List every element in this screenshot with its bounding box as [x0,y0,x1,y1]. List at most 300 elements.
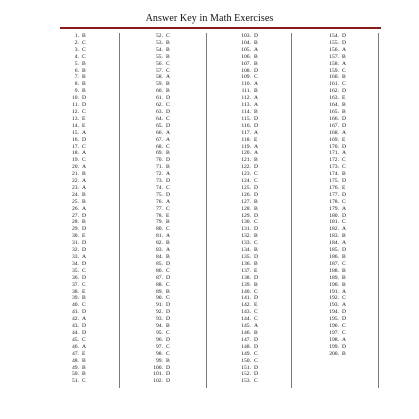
answer-row [317,233,399,240]
answer-letter: D [254,184,259,191]
question-number: 130. [241,219,251,226]
answer-row [141,261,223,268]
question-number: 70. [156,157,163,164]
answer-letter: D [166,309,171,316]
answer-row [317,123,399,130]
answer-letter: A [166,171,171,178]
answer-row [317,81,399,88]
answer-letter: A [254,81,259,88]
answer-letter: B [82,191,86,198]
answer-row [317,192,399,199]
column-divider [378,33,379,388]
answer-row [229,330,311,337]
answer-letter: C [166,143,170,150]
question-number: 190. [329,281,339,288]
answer-letter: D [82,329,87,336]
answer-letter: D [342,115,347,122]
question-number: 123. [241,171,251,178]
answer-row [229,185,311,192]
answer-row [141,130,223,137]
answer-letter: C [254,378,258,385]
answer-row [317,295,399,302]
question-number: 107. [241,60,251,67]
question-number: 67. [156,136,163,143]
answer-letter: D [342,343,347,350]
question-number: 82. [156,240,163,247]
answer-letter: C [254,171,258,178]
question-number: 30. [72,233,79,240]
answer-row [229,171,311,178]
answer-letter: C [254,350,258,357]
answer-letter: C [254,178,258,185]
answer-row [57,68,139,75]
answer-letter: E [82,233,86,240]
answer-row [57,150,139,157]
answer-row [317,178,399,185]
answer-row [229,109,311,116]
answer-letter: C [82,302,86,309]
answer-letter: D [166,108,171,115]
answer-row [317,88,399,95]
question-number: 184. [329,240,339,247]
answer-row [317,74,399,81]
question-number: 18. [72,150,79,157]
answer-row [317,351,399,358]
question-number: 192. [329,295,339,302]
answer-letter: B [166,288,170,295]
answer-row [229,81,311,88]
question-number: 100. [153,364,163,371]
question-number: 136. [241,260,251,267]
answer-letter: C [82,53,86,60]
answer-row [229,157,311,164]
answer-row [57,240,139,247]
answer-letter: B [342,233,346,240]
answer-row [229,282,311,289]
answer-row [317,61,399,68]
answer-row [229,164,311,171]
answer-letter: C [342,198,346,205]
answer-letter: C [166,329,170,336]
answer-row [229,226,311,233]
question-number: 158. [329,60,339,67]
answer-letter: A [166,136,171,143]
answer-row [229,213,311,220]
question-number: 172. [329,157,339,164]
answer-letter: B [342,274,346,281]
answer-letter: A [82,205,87,212]
column-divider [119,33,120,388]
question-number: 111. [241,88,251,95]
question-number: 104. [241,39,251,46]
answer-letter: A [166,198,171,205]
answer-row [229,150,311,157]
answer-letter: E [342,184,346,191]
question-number: 166. [329,115,339,122]
question-number: 112. [241,95,251,102]
answer-row [141,88,223,95]
answer-row [141,178,223,185]
question-number: 36. [72,274,79,281]
answer-letter: A [342,129,347,136]
title-divider [60,27,381,29]
answer-row [229,358,311,365]
question-number: 183. [329,233,339,240]
answer-letter: D [342,143,347,150]
answer-letter: C [254,357,258,364]
question-number: 72. [156,171,163,178]
question-number: 76. [156,198,163,205]
question-number: 105. [241,46,251,53]
answer-letter: B [254,329,258,336]
answer-row [229,365,311,372]
question-number: 151. [241,364,251,371]
question-number: 4. [74,53,79,60]
question-number: 180. [329,212,339,219]
answer-row [317,282,399,289]
answer-row [317,144,399,151]
answer-row [229,378,311,385]
question-number: 131. [241,226,251,233]
answer-row [57,130,139,137]
answer-letter: B [166,46,170,53]
answer-letter: B [82,219,86,226]
question-number: 134. [241,247,251,254]
answer-row [229,95,311,102]
question-number: 116. [241,122,251,129]
answer-letter: B [82,371,86,378]
answer-letter: D [254,33,259,39]
question-number: 150. [241,357,251,364]
answer-row [141,330,223,337]
answer-column-1 [57,33,139,385]
answer-letter: B [82,60,86,67]
answer-letter: B [342,281,346,288]
answer-row [229,88,311,95]
question-number: 20. [72,164,79,171]
answer-letter: C [166,33,170,39]
answer-row [141,365,223,372]
answer-letter: D [166,371,171,378]
question-number: 126. [241,191,251,198]
answer-letter: D [254,364,259,371]
question-number: 68. [156,143,163,150]
question-number: 197. [329,329,339,336]
question-number: 175. [329,178,339,185]
answer-columns [0,33,419,388]
question-number: 53. [156,39,163,46]
answer-row [317,289,399,296]
answer-letter: D [82,136,87,143]
question-number: 5. [74,60,79,67]
answer-row [57,254,139,261]
answer-row [57,47,139,54]
question-number: 44. [72,329,79,336]
question-number: 137. [241,267,251,274]
question-number: 159. [329,67,339,74]
answer-row [229,302,311,309]
answer-row [141,213,223,220]
answer-row [317,33,399,40]
answer-letter: C [166,281,170,288]
answer-row [57,351,139,358]
answer-row [57,213,139,220]
question-number: 73. [156,178,163,185]
answer-row [141,302,223,309]
answer-row [57,81,139,88]
answer-letter: D [254,226,259,233]
question-number: 194. [329,309,339,316]
answer-letter: B [254,88,258,95]
answer-letter: D [254,295,259,302]
answer-row [317,157,399,164]
answer-row [317,150,399,157]
answer-letter: A [166,233,171,240]
answer-letter: C [342,219,346,226]
answer-row [141,171,223,178]
column-divider [291,33,292,388]
answer-row [141,351,223,358]
question-number: 95. [156,329,163,336]
answer-letter: B [342,74,346,81]
answer-row [317,330,399,337]
answer-row [141,309,223,316]
answer-row [317,171,399,178]
answer-letter: C [82,143,86,150]
answer-row [57,185,139,192]
answer-row [317,240,399,247]
answer-letter: B [166,39,170,46]
question-number: 127. [241,198,251,205]
question-number: 29. [72,226,79,233]
answer-row [317,137,399,144]
answer-row [141,378,223,385]
question-number: 125. [241,184,251,191]
answer-letter: C [82,378,86,385]
answer-row [57,330,139,337]
answer-row [317,268,399,275]
answer-letter: A [82,164,87,171]
question-number: 185. [329,247,339,254]
answer-letter: D [342,122,347,129]
question-number: 85. [156,260,163,267]
answer-row [229,240,311,247]
answer-row [57,371,139,378]
answer-row [141,316,223,323]
answer-letter: D [342,309,347,316]
answer-column-2 [141,33,223,385]
answer-row [229,192,311,199]
answer-row [57,358,139,365]
answer-row [229,61,311,68]
question-number: 19. [72,157,79,164]
answer-letter: D [342,178,347,185]
answer-row [317,213,399,220]
answer-row [57,144,139,151]
question-number: 3. [74,46,79,53]
answer-row [141,40,223,47]
answer-letter: A [82,254,87,260]
answer-letter: D [254,115,259,122]
answer-letter: B [166,219,170,226]
answer-row [317,199,399,206]
answer-letter: D [342,212,347,219]
answer-row [57,61,139,68]
answer-letter: B [166,150,170,157]
question-number: 154. [329,33,339,39]
answer-letter: A [342,150,347,157]
answer-letter: B [82,295,86,302]
answer-row [57,226,139,233]
answer-row [317,95,399,102]
question-number: 99. [156,357,163,364]
answer-row [229,351,311,358]
answer-letter: A [342,240,347,247]
answer-row [141,150,223,157]
answer-letter: B [82,81,86,88]
answer-row [141,233,223,240]
question-number: 55. [156,53,163,60]
answer-row [141,102,223,109]
answer-letter: D [166,95,171,102]
question-number: 51. [72,378,79,385]
answer-letter: C [166,295,170,302]
question-number: 58. [156,74,163,81]
question-number: 155. [329,39,339,46]
question-number: 196. [329,323,339,330]
question-number: 8. [74,81,79,88]
answer-row [229,219,311,226]
question-number: 22. [72,178,79,185]
question-number: 93. [156,316,163,323]
answer-letter: A [254,143,259,150]
answer-row [141,192,223,199]
answer-letter: C [166,184,170,191]
answer-row [317,309,399,316]
answer-row [57,309,139,316]
answer-letter: B [342,171,346,178]
question-number: 119. [241,143,251,150]
answer-row [229,268,311,275]
answer-row [141,137,223,144]
answer-letter: D [82,247,87,254]
answer-row [229,144,311,151]
answer-letter: E [82,122,86,129]
answer-letter: A [82,150,87,157]
answer-row [57,102,139,109]
answer-row [229,309,311,316]
column-divider [206,33,207,388]
answer-letter: C [342,260,346,267]
answer-letter: D [166,178,171,185]
answer-row [317,185,399,192]
answer-letter: D [254,212,259,219]
answer-letter: D [82,323,87,330]
answer-letter: B [254,260,258,267]
question-number: 65. [156,122,163,129]
question-number: 12. [72,108,79,115]
answer-letter: A [82,129,87,136]
answer-row [317,102,399,109]
question-number: 195. [329,316,339,323]
answer-letter: D [254,254,259,260]
answer-row [57,365,139,372]
answer-row [141,144,223,151]
question-number: 177. [329,191,339,198]
answer-letter: B [254,281,258,288]
answer-row [141,109,223,116]
question-number: 120. [241,150,251,157]
question-number: 145. [241,323,251,330]
question-number: 182. [329,226,339,233]
answer-letter: D [342,88,347,95]
question-number: 199. [329,343,339,350]
question-number: 115. [241,115,251,122]
question-number: 178. [329,198,339,205]
question-number: 74. [156,184,163,191]
question-number: 163. [329,95,339,102]
answer-row [317,275,399,282]
question-number: 16. [72,136,79,143]
answer-letter: C [342,157,346,164]
answer-row [57,323,139,330]
question-number: 109. [241,74,251,81]
question-number: 139. [241,281,251,288]
question-number: 61. [156,95,163,102]
answer-letter: B [254,205,258,212]
question-number: 50. [72,371,79,378]
question-number: 97. [156,343,163,350]
answer-row [57,233,139,240]
answer-letter: C [342,295,346,302]
answer-letter: B [166,254,170,260]
question-number: 160. [329,74,339,81]
question-number: 80. [156,226,163,233]
question-number: 33. [72,254,79,260]
answer-letter: D [254,67,259,74]
answer-row [57,33,139,40]
answer-row [57,268,139,275]
question-number: 148. [241,343,251,350]
answer-row [317,206,399,213]
question-number: 128. [241,205,251,212]
question-number: 198. [329,336,339,343]
answer-row [141,268,223,275]
question-number: 118. [241,136,251,143]
answer-letter: A [342,336,347,343]
answer-row [57,219,139,226]
answer-letter: D [166,316,171,323]
answer-letter: B [254,233,258,240]
answer-row [317,226,399,233]
answer-letter: B [254,60,258,67]
question-number: 78. [156,212,163,219]
answer-row [229,295,311,302]
answer-row [141,157,223,164]
answer-letter: C [82,281,86,288]
answer-letter: A [254,150,259,157]
answer-letter: D [254,274,259,281]
question-number: 63. [156,108,163,115]
answer-row [229,33,311,40]
answer-letter: C [166,67,170,74]
answer-row [57,164,139,171]
answer-row [57,157,139,164]
answer-row [141,199,223,206]
question-number: 188. [329,267,339,274]
answer-row [141,206,223,213]
answer-row [141,240,223,247]
